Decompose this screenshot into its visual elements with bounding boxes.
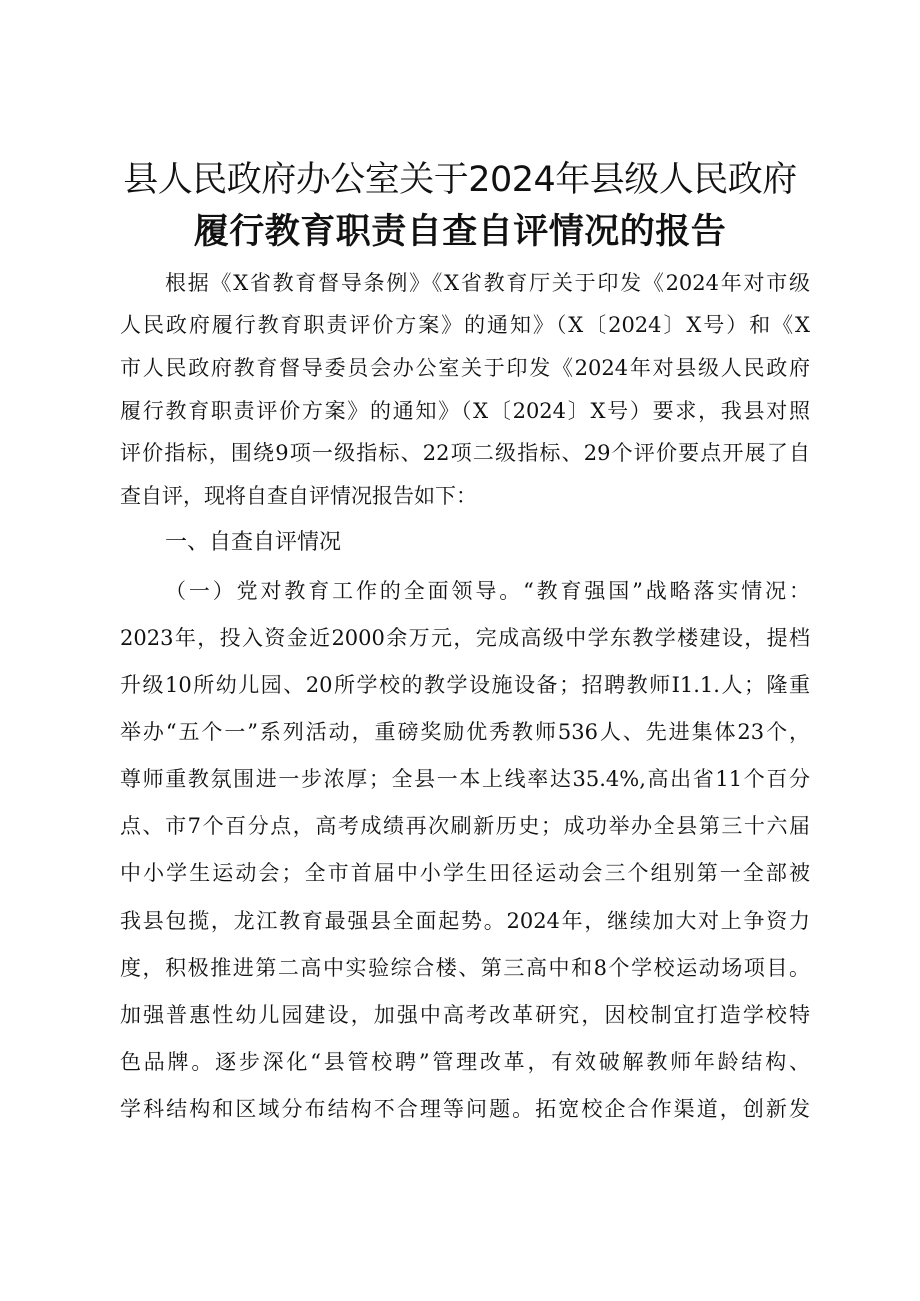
section-paragraph-line: 我县包揽，龙江教育最强县全面起势。2024年，继续加大对上争资力 [120, 909, 810, 933]
section-paragraph-line: （一）党对教育工作的全面领导。“教育强国”战略落实情况： [165, 579, 810, 603]
section-paragraph-line: 中小学生运动会；全市首届中小学生田径运动会三个组别第一全部被 [120, 861, 810, 885]
intro-paragraph-line: 查自评，现将自查自评情况报告如下： [120, 484, 477, 508]
section-paragraph-line: 尊师重教氛围进一步浓厚；全县一本上线率达35.4%,高出省11个百分 [120, 767, 810, 791]
section-paragraph-line: 举办“五个一”系列活动，重磅奖励优秀教师536人、先进集体23个， [120, 720, 810, 744]
report-title-line-2: 履行教育职责自查自评情况的报告 [193, 212, 727, 252]
intro-paragraph-line: 根据《X省教育督导条例》《X省教育厅关于印发《2024年对市级 [165, 271, 810, 295]
section-paragraph-line: 色品牌。逐步深化“县管校聘”管理改革，有效破解教师年龄结构、 [120, 1050, 810, 1074]
intro-paragraph-line: 评价指标，围绕9项一级指标、22项二级指标、29个评价要点开展了自 [120, 441, 810, 465]
section-heading: 一、自查自评情况 [165, 530, 342, 555]
section-paragraph-line: 2023年，投入资金近2000余万元，完成高级中学东教学楼建设，提档 [120, 626, 810, 650]
intro-paragraph-line: 人民政府履行教育职责评价方案》的通知》（X〔2024〕X号）和《X [120, 313, 810, 337]
section-paragraph-line: 加强普惠性幼儿园建设，加强中高考改革研究，因校制宜打造学校特 [120, 1003, 810, 1027]
section-paragraph-line: 点、市7个百分点，高考成绩再次刷新历史；成功举办全县第三十六届 [120, 814, 810, 838]
report-title-line-1: 县人民政府办公室关于2024年县级人民政府 [123, 160, 797, 200]
section-paragraph-line: 升级10所幼儿园、20所学校的教学设施设备；招聘教师I1.1.人；隆重 [120, 673, 810, 697]
section-paragraph-line: 度，积极推进第二高中实验综合楼、第三高中和8个学校运动场项目。 [120, 956, 810, 980]
section-paragraph-line: 学科结构和区域分布结构不合理等问题。拓宽校企合作渠道，创新发 [120, 1097, 810, 1121]
intro-paragraph-line: 市人民政府教育督导委员会办公室关于印发《2024年对县级人民政府 [120, 356, 810, 380]
intro-paragraph-line: 履行教育职责评价方案》的通知》（X〔2024〕X号）要求，我县对照 [120, 399, 810, 423]
